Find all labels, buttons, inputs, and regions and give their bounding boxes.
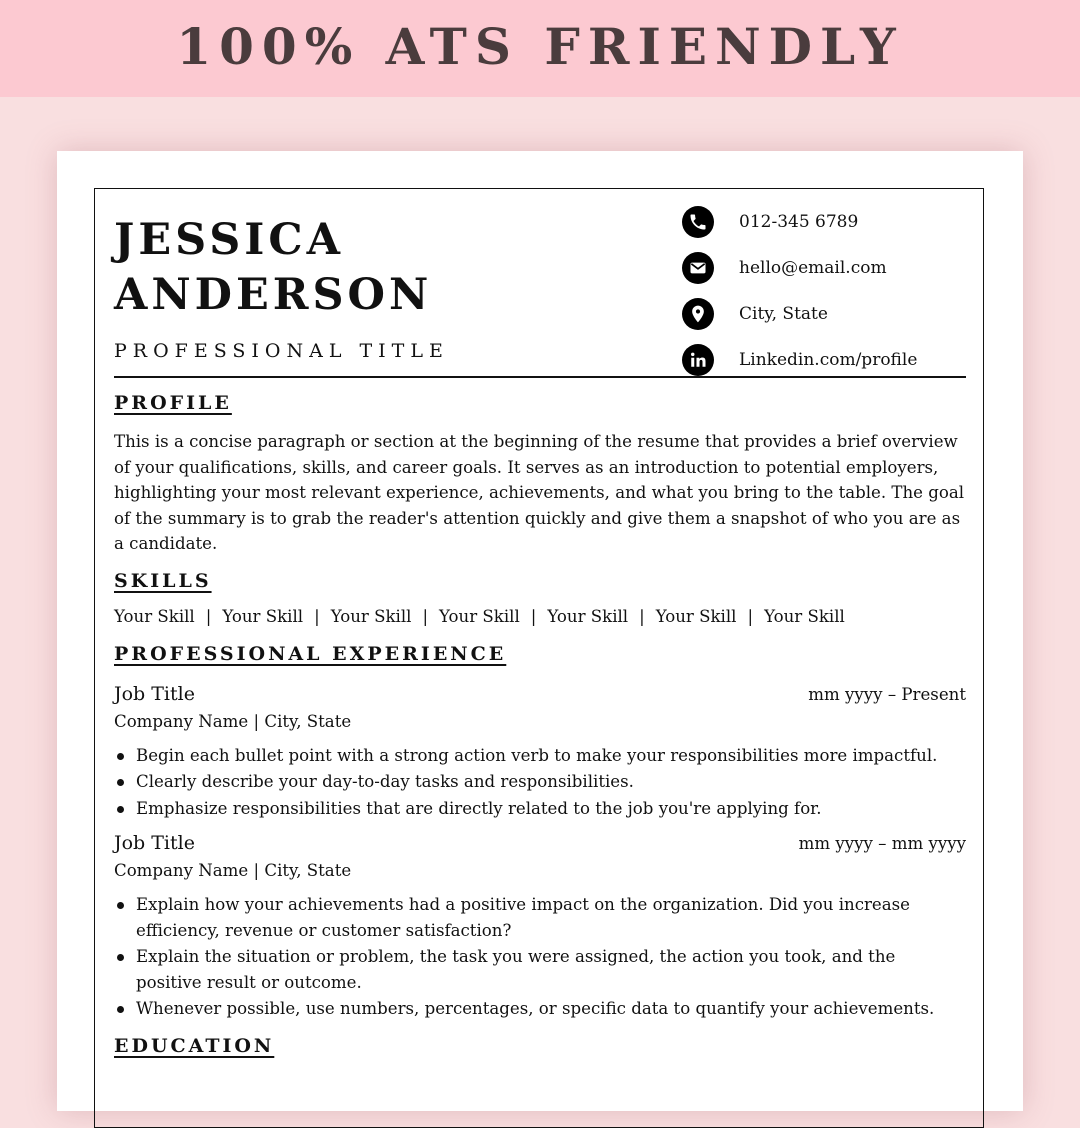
education-heading: EDUCATION [114,1034,275,1057]
contact-list [682,199,972,383]
job-bullets [114,743,966,822]
skill-separator: | [747,606,754,626]
profile-summary: This is a concise paragraph or section at the beginning of the resume that provides a brief overview of your qualifications, skills, and career goals. It serves as an introduction to potential employers, highlighting your most relevant experience, achievements, and what you bring to the table. The goal of the summary is to grab the reader's attention quickly and give them a snapshot of who you are as a candidate. [114,432,965,554]
job-entry [114,829,966,1022]
header-divider [114,376,966,378]
job-title: Job Title [114,832,195,855]
job-company: Company Name | City, State [114,861,352,881]
job-bullet: Emphasize responsibilities that are directly related to the job you're applying for. [114,796,966,822]
phone-icon [682,206,714,238]
skill-separator: | [314,606,320,626]
skill-separator: | [639,606,645,626]
skill-separator: | [205,606,212,626]
contact-phone [682,199,972,245]
contact-location [682,291,972,337]
job-bullet: Explain the situation or problem, the task you were assigned, the action you took, and the positive result or outcome. [114,944,966,995]
professional-title: PROFESSIONAL TITLE [114,340,449,362]
job-dates: mm yyyy – mm yyyy [798,834,966,854]
phone-text: 012-345 6789 [739,212,859,232]
email-text: hello@email.com [739,258,887,278]
job-title: Job Title [114,682,195,705]
job-entry [114,680,966,822]
skill-item: Your Skill [547,606,629,626]
experience-heading: PROFESSIONAL EXPERIENCE [114,642,507,665]
banner-title: 100% ATS FRIENDLY [176,17,904,76]
last-name: ANDERSON [114,270,433,320]
promo-banner [0,0,1080,97]
linkedin-icon [682,344,714,376]
linkedin-text: Linkedin.com/profile [739,350,918,370]
location-pin-icon [682,298,714,330]
contact-email [682,245,972,291]
skill-item: Your Skill [439,606,520,626]
skill-item: Your Skill [330,606,412,626]
skill-separator: | [422,606,429,626]
job-company: Company Name | City, State [114,711,352,731]
job-bullet: Begin each bullet point with a strong action verb to make your responsibilities more impactful. [114,743,966,769]
location-text: City, State [739,304,828,324]
skill-item: Your Skill [764,606,845,626]
resume-border-frame [94,188,984,1128]
first-name: JESSICA [114,215,344,265]
skill-separator: | [530,606,537,626]
job-dates: mm yyyy – Present [808,684,966,704]
skill-item: Your Skill [655,606,737,626]
job-bullet: Explain how your achievements had a positive impact on the organization. Did you increase efficiency, revenue or customer satisfaction? [114,892,966,943]
resume-page [57,151,1023,1111]
job-header [114,680,966,708]
skills-heading: SKILLS [114,569,212,592]
email-icon [682,252,714,284]
job-bullet: Whenever possible, use numbers, percentages, or specific data to quantify your achievements. [114,996,966,1022]
resume-body [114,389,966,1060]
skill-item: Your Skill [222,606,304,626]
profile-heading: PROFILE [114,392,232,414]
job-header [114,829,966,857]
skills-list [114,605,966,629]
job-bullets [114,892,966,1022]
skill-item: Your Skill [114,606,195,626]
candidate-name [114,213,432,323]
job-bullet: Clearly describe your day-to-day tasks and responsibilities. [114,769,966,795]
